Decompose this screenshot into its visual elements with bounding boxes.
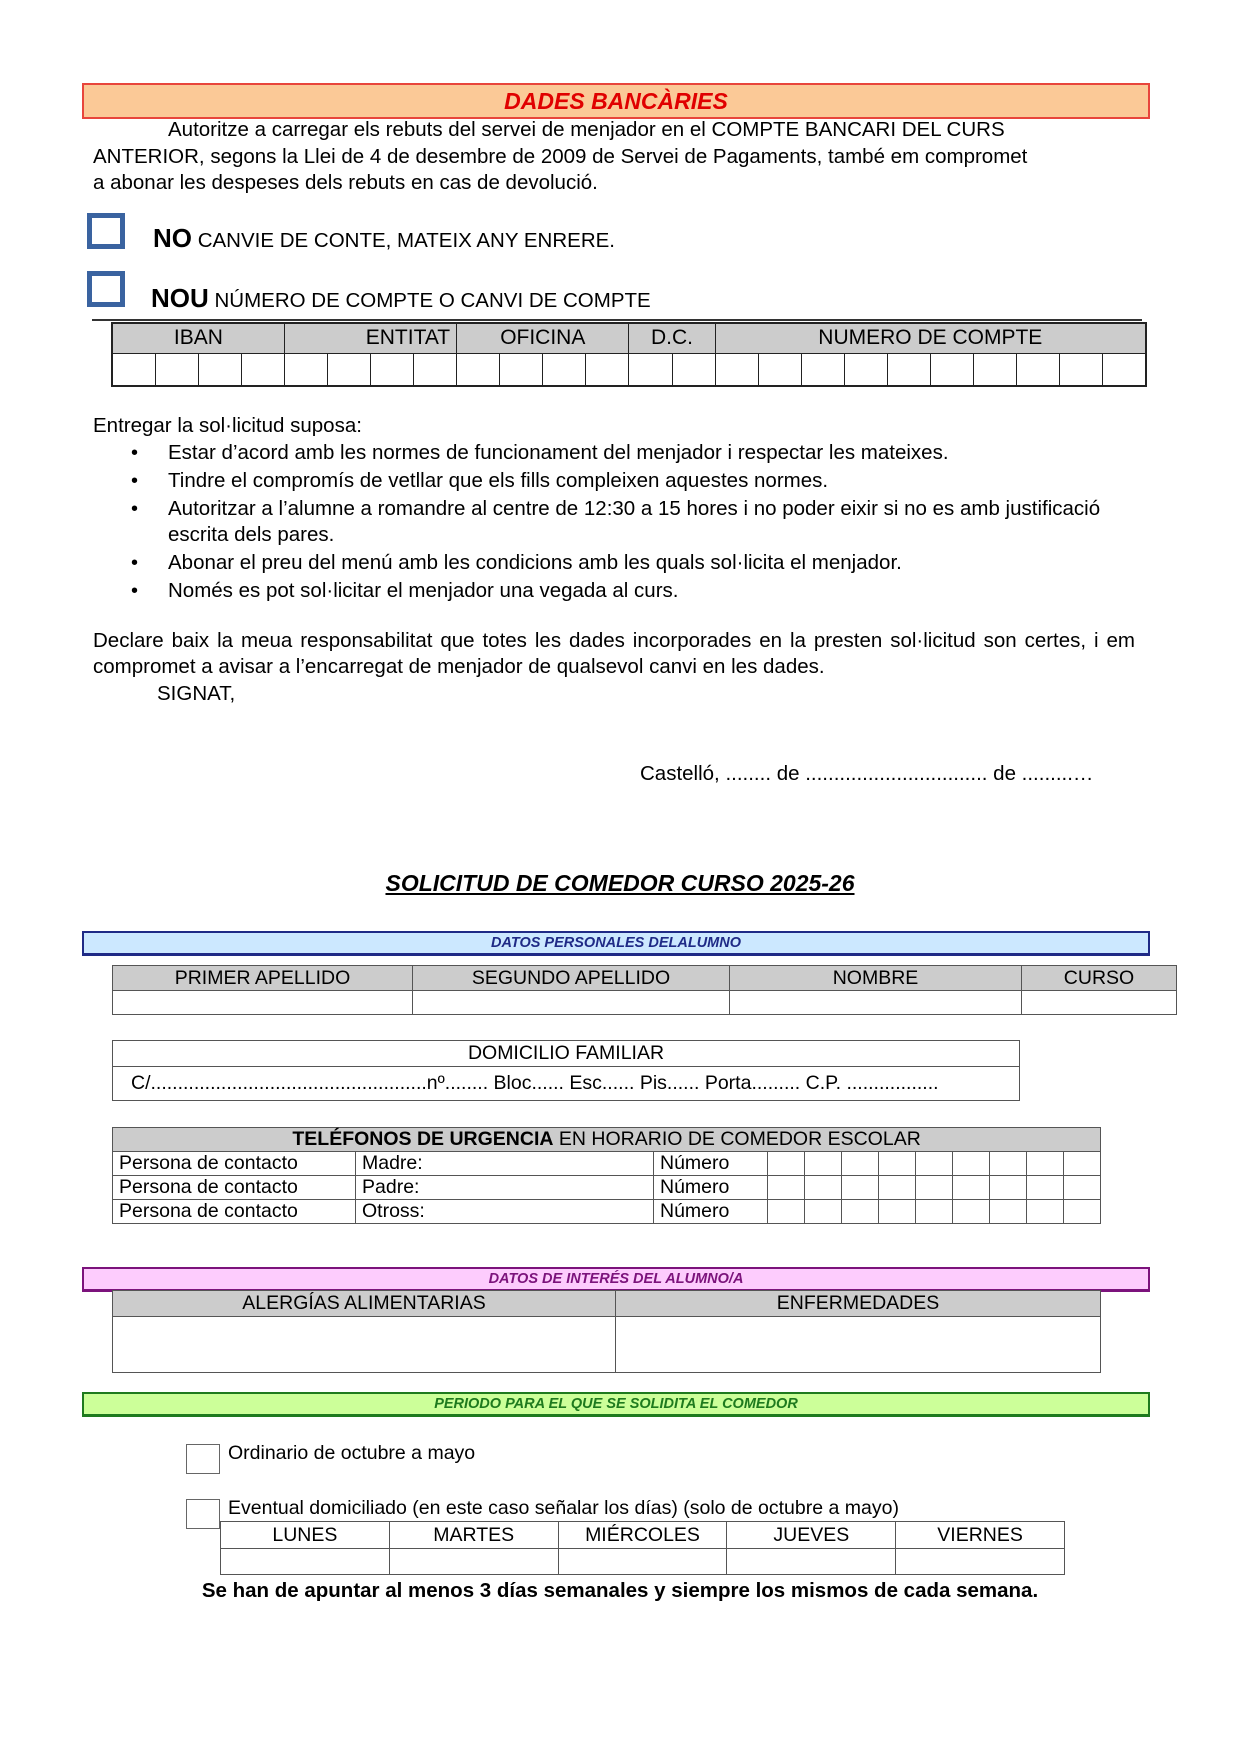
personal-data-table bbox=[112, 965, 1177, 1015]
number-label: Número bbox=[654, 1200, 768, 1224]
phone-digit-cell[interactable] bbox=[805, 1200, 842, 1224]
relation-label: Otross: bbox=[356, 1200, 654, 1224]
divider-line bbox=[92, 319, 1142, 321]
second-surname-field[interactable] bbox=[413, 991, 730, 1015]
option-text-no: CANVIE DE CONTE, MATEIX ANY ENRERE. bbox=[192, 229, 615, 252]
first-surname-field[interactable] bbox=[113, 991, 413, 1015]
contact-label: Persona de contacto bbox=[113, 1176, 356, 1200]
illnesses-field[interactable] bbox=[616, 1317, 1101, 1373]
phone-digit-cell[interactable] bbox=[768, 1152, 805, 1176]
bank-digit-cell[interactable] bbox=[370, 353, 413, 386]
interest-table bbox=[112, 1290, 1101, 1373]
no-change-account-label bbox=[153, 223, 615, 254]
name-field[interactable] bbox=[730, 991, 1022, 1015]
ordinary-period-checkbox[interactable] bbox=[186, 1444, 220, 1474]
authorization-text-line2: ANTERIOR, segons la Llei de 4 de desembre de 2009 de Servei de Pagaments, també em compromet bbox=[93, 145, 1028, 168]
bank-header-iban: IBAN bbox=[112, 323, 284, 353]
bank-digit-cell[interactable] bbox=[930, 353, 973, 386]
bank-digit-row bbox=[112, 353, 1146, 386]
personal-header-row bbox=[113, 966, 1177, 991]
weekdays-table bbox=[220, 1521, 1065, 1575]
bank-digit-cell[interactable] bbox=[500, 353, 543, 386]
bank-digit-cell[interactable] bbox=[672, 353, 715, 386]
phone-digit-cell[interactable] bbox=[805, 1176, 842, 1200]
commitment-item: • Abonar el preu del menú amb les condicions amb les quals sol·licita el menjador. bbox=[83, 550, 1143, 576]
day-select-cell[interactable] bbox=[727, 1549, 896, 1575]
bank-digit-cell[interactable] bbox=[887, 353, 930, 386]
phone-digit-cell[interactable] bbox=[1027, 1200, 1064, 1224]
relation-label: Padre: bbox=[356, 1176, 654, 1200]
option-text-nou: NÚMERO DE COMPTE O CANVI DE COMPTE bbox=[208, 289, 651, 312]
bank-digit-cell[interactable] bbox=[758, 353, 801, 386]
phones-header-bold: TELÉFONOS DE URGENCIA bbox=[292, 1128, 554, 1150]
phone-digit-cell[interactable] bbox=[916, 1152, 953, 1176]
address-field[interactable]: C/...................................................nº........ Bloc...... Esc...... Pis...... Porta......... C.P. ................. bbox=[113, 1067, 1020, 1101]
phone-digit-cell[interactable] bbox=[879, 1200, 916, 1224]
day-header-jueves: JUEVES bbox=[727, 1522, 896, 1549]
contact-label: Persona de contacto bbox=[113, 1152, 356, 1176]
bank-digit-cell[interactable] bbox=[414, 353, 457, 386]
number-label: Número bbox=[654, 1176, 768, 1200]
personal-input-row bbox=[113, 991, 1177, 1015]
bank-digit-cell[interactable] bbox=[284, 353, 327, 386]
authorization-text-line1: Autoritze a carregar els rebuts del servei de menjador en el COMPTE BANCARI DEL CURS bbox=[168, 118, 1005, 141]
bank-digit-cell[interactable] bbox=[457, 353, 500, 386]
header-second-surname: SEGUNDO APELLIDO bbox=[413, 966, 730, 991]
header-first-surname: PRIMER APELLIDO bbox=[113, 966, 413, 991]
day-select-cell[interactable] bbox=[221, 1549, 390, 1575]
phone-digit-cell[interactable] bbox=[953, 1152, 990, 1176]
phones-header-rest: EN HORARIO DE COMEDOR ESCOLAR bbox=[553, 1128, 921, 1150]
header-allergies: ALERGÍAS ALIMENTARIAS bbox=[113, 1291, 616, 1317]
day-header-martes: MARTES bbox=[389, 1522, 558, 1549]
signature-label: SIGNAT, bbox=[157, 682, 236, 705]
bank-header-oficina: OFICINA bbox=[457, 323, 629, 353]
number-label: Número bbox=[654, 1152, 768, 1176]
header-name: NOMBRE bbox=[730, 966, 1022, 991]
bank-digit-cell[interactable] bbox=[974, 353, 1017, 386]
interest-input-row bbox=[113, 1317, 1101, 1373]
ordinary-period-label: Ordinario de octubre a mayo bbox=[228, 1442, 476, 1464]
bank-digit-cell[interactable] bbox=[155, 353, 198, 386]
course-field[interactable] bbox=[1022, 991, 1177, 1015]
bank-header-d-c: D.C. bbox=[629, 323, 715, 353]
bank-digit-cell[interactable] bbox=[844, 353, 887, 386]
day-header-lunes: LUNES bbox=[221, 1522, 390, 1549]
bank-account-table bbox=[111, 322, 1147, 387]
bank-data-banner: DADES BANCÀRIES bbox=[82, 83, 1150, 119]
authorization-text-line3: a abonar les despeses dels rebuts en cas de devolució. bbox=[93, 171, 598, 194]
weekdays-note: Se han de apuntar al menos 3 días semanales y siempre los mismos de cada semana. bbox=[201, 1579, 1039, 1602]
allergies-field[interactable] bbox=[113, 1317, 616, 1373]
bank-digit-cell[interactable] bbox=[543, 353, 586, 386]
bank-digit-cell[interactable] bbox=[112, 353, 155, 386]
bank-digit-cell[interactable] bbox=[1060, 353, 1103, 386]
option-bold-no: NO bbox=[153, 223, 192, 253]
phone-digit-cell[interactable] bbox=[916, 1176, 953, 1200]
phone-row bbox=[113, 1176, 1101, 1200]
emergency-phones-table bbox=[112, 1127, 1101, 1224]
request-title: SOLICITUD DE COMEDOR CURSO 2025-26 bbox=[385, 870, 855, 896]
eventual-period-checkbox[interactable] bbox=[186, 1499, 220, 1529]
phone-digit-cell[interactable] bbox=[879, 1176, 916, 1200]
phone-digit-cell[interactable] bbox=[842, 1152, 879, 1176]
bank-digit-cell[interactable] bbox=[715, 353, 758, 386]
weekdays-header-row bbox=[221, 1522, 1065, 1549]
commitment-item: • Autoritzar a l’alumne a romandre al centre de 12:30 a 15 hores i no poder eixir si no es amb justificació escrita dels pares. bbox=[83, 496, 1143, 548]
bank-header-numero-de-compte: NUMERO DE COMPTE bbox=[715, 323, 1146, 353]
header-course: CURSO bbox=[1022, 966, 1177, 991]
day-select-cell[interactable] bbox=[389, 1549, 558, 1575]
period-banner: PERIODO PARA EL QUE SE SOLIDITA EL COMEDOR bbox=[82, 1392, 1150, 1417]
personal-data-banner: DATOS PERSONALES DELALUMNO bbox=[82, 931, 1150, 956]
phone-digit-cell[interactable] bbox=[842, 1176, 879, 1200]
phone-digit-cell[interactable] bbox=[842, 1200, 879, 1224]
interest-header-row bbox=[113, 1291, 1101, 1317]
phone-digit-cell[interactable] bbox=[1064, 1200, 1101, 1224]
phone-row bbox=[113, 1152, 1101, 1176]
phone-digit-cell[interactable] bbox=[990, 1200, 1027, 1224]
phone-digit-cell[interactable] bbox=[1027, 1176, 1064, 1200]
bank-digit-cell[interactable] bbox=[629, 353, 672, 386]
new-account-checkbox[interactable] bbox=[87, 271, 125, 307]
bank-digit-cell[interactable] bbox=[241, 353, 284, 386]
interest-data-banner: DATOS DE INTERÉS DEL ALUMNO/A bbox=[82, 1267, 1150, 1292]
declaration-text: Declare baix la meua responsabilitat que totes les dades incorporades en la presten sol·licitud son certes, i em compromet a avisar a l’encarregat de menjador de qualsevol canvi en les dades. bbox=[93, 629, 1135, 678]
no-change-account-checkbox[interactable] bbox=[87, 213, 125, 249]
commitments-intro: Entregar la sol·licitud suposa: bbox=[93, 414, 362, 437]
phone-digit-cell[interactable] bbox=[953, 1176, 990, 1200]
day-select-cell[interactable] bbox=[896, 1549, 1065, 1575]
header-illnesses: ENFERMEDADES bbox=[616, 1291, 1101, 1317]
bank-digit-cell[interactable] bbox=[327, 353, 370, 386]
address-header: DOMICILIO FAMILIAR bbox=[113, 1041, 1020, 1067]
eventual-period-label: Eventual domiciliado (en este caso señalar los días) (solo de octubre a mayo) bbox=[228, 1497, 899, 1519]
option-bold-nou: NOU bbox=[151, 283, 209, 313]
phone-digit-cell[interactable] bbox=[1027, 1152, 1064, 1176]
phone-digit-cell[interactable] bbox=[953, 1200, 990, 1224]
phone-row bbox=[113, 1200, 1101, 1224]
weekdays-input-row bbox=[221, 1549, 1065, 1575]
bank-header-entitat: ENTITAT bbox=[284, 323, 456, 353]
commitment-item: • Només es pot sol·licitar el menjador una vegada al curs. bbox=[83, 578, 1143, 604]
phone-digit-cell[interactable] bbox=[1064, 1152, 1101, 1176]
commitments-list bbox=[83, 440, 1143, 606]
bank-digit-cell[interactable] bbox=[198, 353, 241, 386]
commitment-item: • Estar d’acord amb les normes de funcionament del menjador i respectar les mateixes. bbox=[83, 440, 1143, 466]
relation-label: Madre: bbox=[356, 1152, 654, 1176]
day-header-viernes: VIERNES bbox=[896, 1522, 1065, 1549]
phone-digit-cell[interactable] bbox=[768, 1200, 805, 1224]
bank-digit-cell[interactable] bbox=[1017, 353, 1060, 386]
bank-header-row bbox=[112, 323, 1146, 353]
phone-digit-cell[interactable] bbox=[805, 1152, 842, 1176]
day-select-cell[interactable] bbox=[558, 1549, 727, 1575]
day-header-miercoles: MIÉRCOLES bbox=[558, 1522, 727, 1549]
phone-digit-cell[interactable] bbox=[990, 1176, 1027, 1200]
commitment-item: • Tindre el compromís de vetllar que els fills compleixen aquestes normes. bbox=[83, 468, 1143, 494]
phone-digit-cell[interactable] bbox=[916, 1200, 953, 1224]
phone-digit-cell[interactable] bbox=[879, 1152, 916, 1176]
phone-digit-cell[interactable] bbox=[1064, 1176, 1101, 1200]
address-table bbox=[112, 1040, 1020, 1101]
phone-digit-cell[interactable] bbox=[768, 1176, 805, 1200]
phones-header bbox=[113, 1128, 1101, 1152]
bank-digit-cell[interactable] bbox=[1103, 353, 1146, 386]
contact-label: Persona de contacto bbox=[113, 1200, 356, 1224]
new-account-label bbox=[151, 283, 651, 314]
place-date-line[interactable]: Castelló, ........ de ................................ de .........… bbox=[640, 762, 1094, 785]
bank-digit-cell[interactable] bbox=[801, 353, 844, 386]
phone-digit-cell[interactable] bbox=[990, 1152, 1027, 1176]
phones-header-row bbox=[113, 1128, 1101, 1152]
bank-digit-cell[interactable] bbox=[586, 353, 629, 386]
